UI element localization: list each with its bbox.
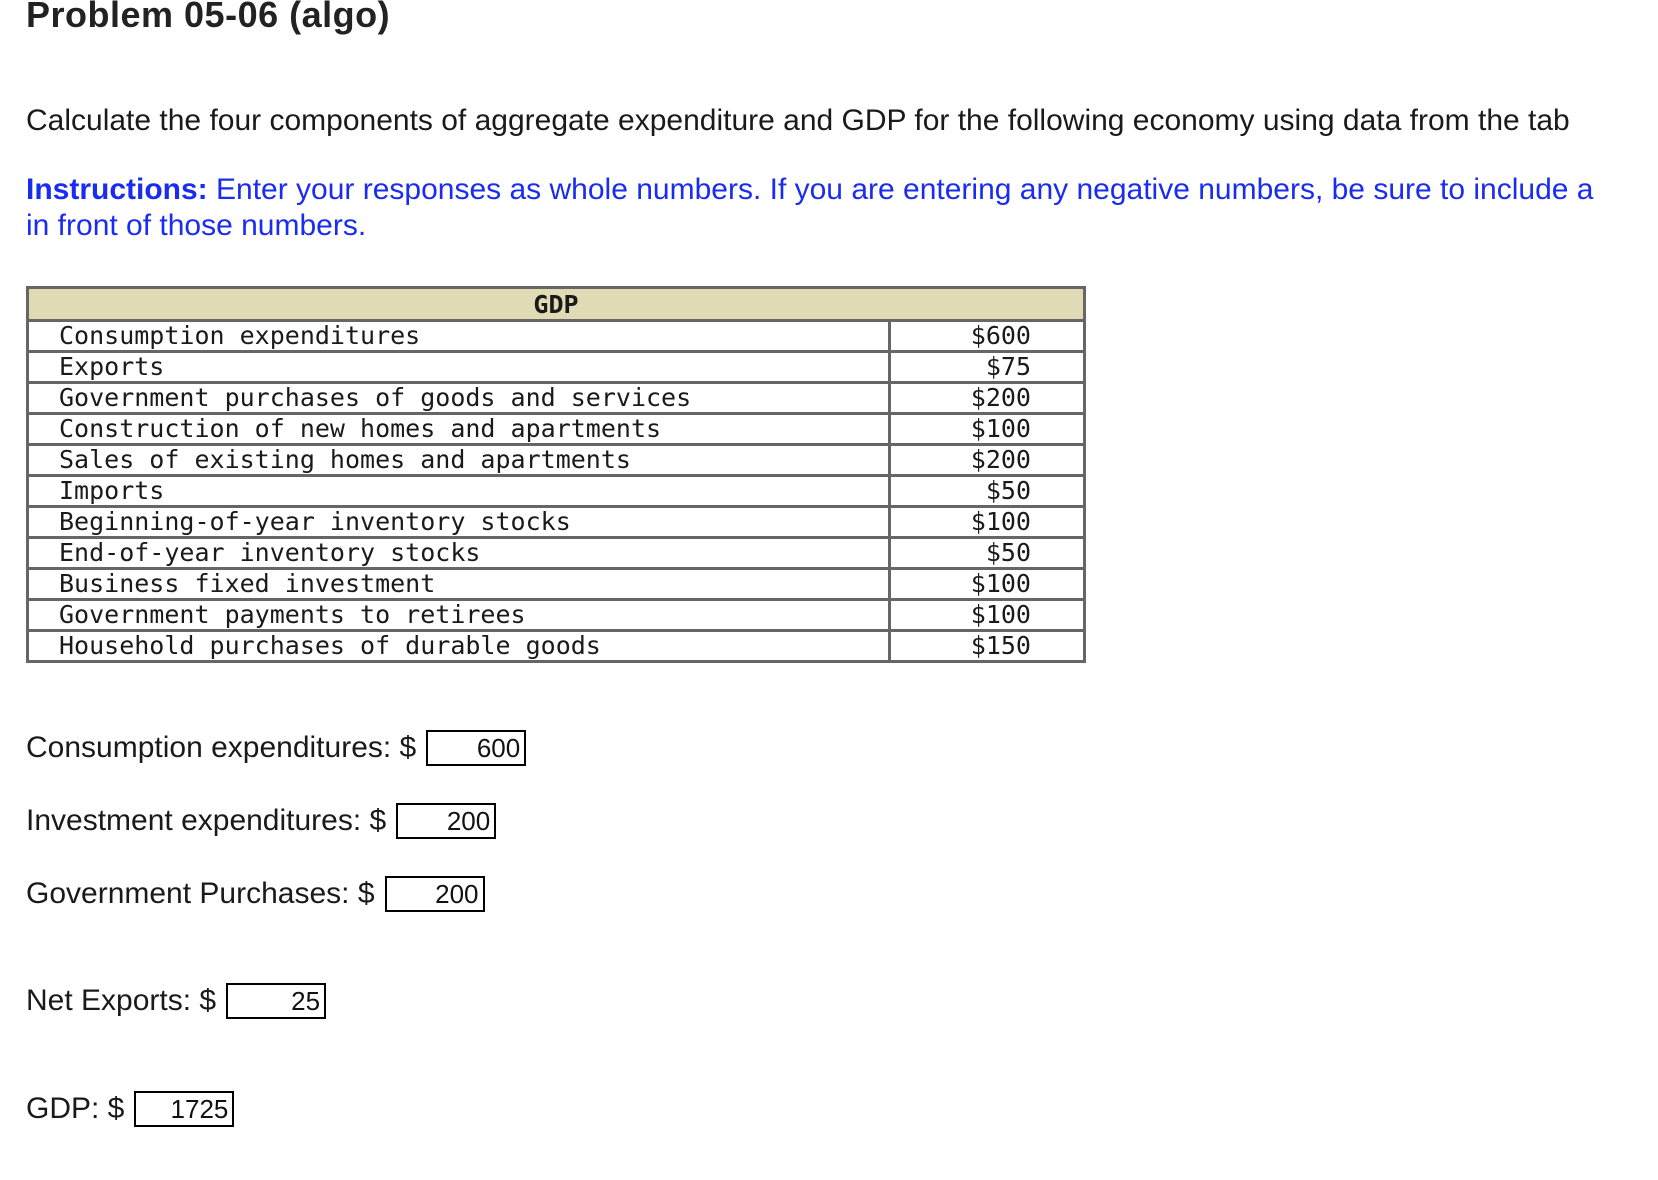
gdp-table-header: GDP: [28, 288, 1085, 321]
table-row: [28, 414, 1085, 445]
table-row: [28, 631, 1085, 662]
row-value: $600: [890, 321, 1085, 352]
row-value: $100: [890, 507, 1085, 538]
row-label: Construction of new homes and apartments: [28, 414, 890, 445]
instructions-text-line2: in front of those numbers.: [26, 209, 367, 242]
row-label: Business fixed investment: [28, 569, 890, 600]
row-value: $75: [890, 352, 1085, 383]
gdp-answer: [26, 1091, 234, 1127]
investment-answer: [26, 803, 496, 839]
government-purchases-label: Government Purchases: $: [26, 877, 375, 910]
instructions-label: Instructions:: [26, 173, 208, 206]
row-label: Beginning-of-year inventory stocks: [28, 507, 890, 538]
row-value: $200: [890, 383, 1085, 414]
row-value: $50: [890, 476, 1085, 507]
table-row: [28, 538, 1085, 569]
question-prompt: Calculate the four components of aggregate expenditure and GDP for the following economy using data from the tab: [26, 104, 1570, 137]
row-value: $100: [890, 569, 1085, 600]
net-exports-label: Net Exports: $: [26, 984, 217, 1017]
consumption-label: Consumption expenditures: $: [26, 731, 417, 764]
row-value: $150: [890, 631, 1085, 662]
investment-input[interactable]: [396, 803, 496, 839]
problem-title: Problem 05-06 (algo): [26, 0, 391, 35]
gdp-input[interactable]: [134, 1091, 234, 1127]
consumption-answer: [26, 730, 526, 766]
row-label: Consumption expenditures: [28, 321, 890, 352]
table-row: [28, 383, 1085, 414]
net-exports-answer: [26, 983, 326, 1019]
table-row: [28, 507, 1085, 538]
government-purchases-answer: [26, 876, 485, 912]
row-value: $100: [890, 414, 1085, 445]
row-label: End-of-year inventory stocks: [28, 538, 890, 569]
consumption-input[interactable]: [426, 730, 526, 766]
instructions-text-line1: Enter your responses as whole numbers. If you are entering any negative numbers, be sure to include a: [207, 173, 1594, 206]
investment-label: Investment expenditures: $: [26, 804, 387, 837]
row-label: Government purchases of goods and services: [28, 383, 890, 414]
table-row: [28, 600, 1085, 631]
table-row: [28, 476, 1085, 507]
instructions: [26, 172, 1656, 244]
row-label: Exports: [28, 352, 890, 383]
row-label: Imports: [28, 476, 890, 507]
government-purchases-input[interactable]: [385, 876, 485, 912]
row-label: Government payments to retirees: [28, 600, 890, 631]
row-label: Sales of existing homes and apartments: [28, 445, 890, 476]
row-value: $200: [890, 445, 1085, 476]
table-row: [28, 569, 1085, 600]
gdp-label: GDP: $: [26, 1092, 125, 1125]
net-exports-input[interactable]: [226, 983, 326, 1019]
row-value: $50: [890, 538, 1085, 569]
gdp-table: [26, 286, 1086, 663]
table-row: [28, 445, 1085, 476]
row-label: Household purchases of durable goods: [28, 631, 890, 662]
row-value: $100: [890, 600, 1085, 631]
table-row: [28, 352, 1085, 383]
table-row: [28, 321, 1085, 352]
